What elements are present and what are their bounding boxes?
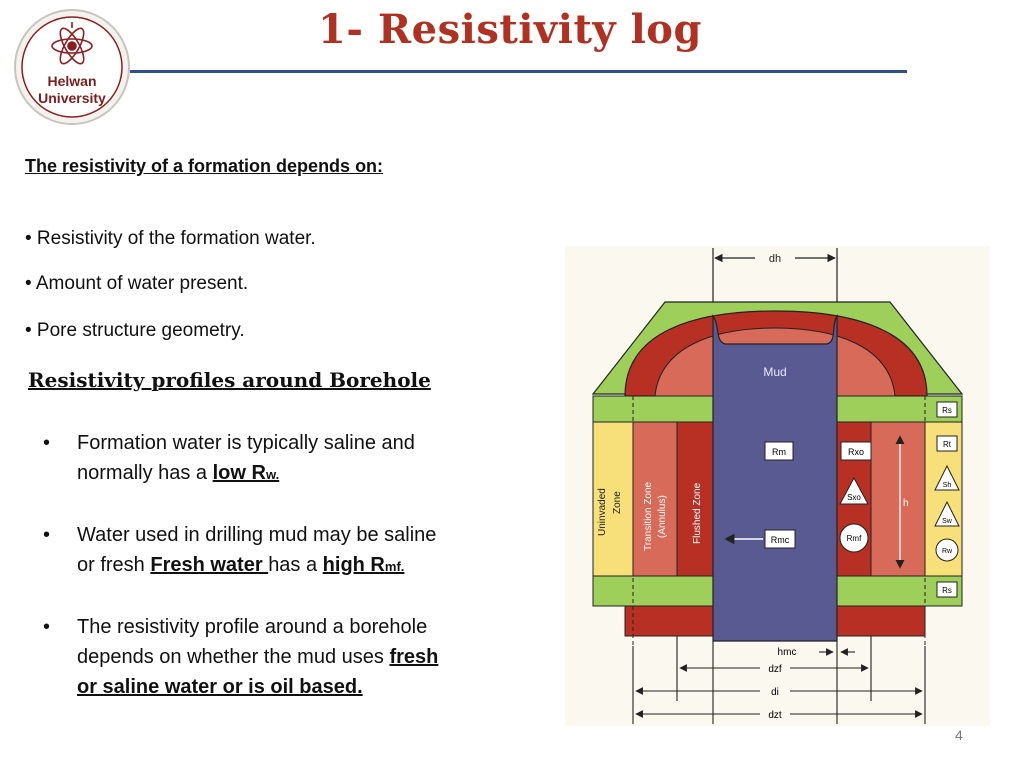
university-logo (13, 8, 131, 126)
section-heading: Resistivity profiles around Borehole (28, 368, 431, 392)
bullet-item: • Resistivity of the formation water. (25, 228, 316, 249)
item-text: Water used in drilling mud may be saline (77, 524, 437, 546)
di-label: di (771, 687, 779, 698)
rt-label: Rt (943, 440, 951, 449)
rs-bottom-label: Rs (942, 586, 952, 595)
hmc-label: hmc (777, 647, 797, 658)
emphasis-text: low Rw. (212, 462, 280, 484)
item-text: depends on whether the mud uses (77, 646, 390, 668)
item-text: has a (268, 554, 323, 576)
lead-heading: The resistivity of a formation depends on: (25, 156, 384, 176)
dh-label: dh (768, 253, 782, 265)
sh-label: Sh (942, 482, 952, 489)
logo-text-line1: Helwan (47, 73, 97, 89)
emphasis-text: Fresh water (150, 554, 269, 576)
logo-text-line2: University (38, 90, 106, 106)
transition-label-2: (Annulus) (657, 495, 668, 538)
dzt-label: dzt (768, 710, 782, 721)
emphasis-text: fresh (389, 646, 439, 668)
sxo-label: Sxo (847, 493, 861, 502)
borehole-diagram (565, 246, 990, 726)
item-text: The resistivity profile around a borehole (77, 616, 428, 638)
bullet-item: • Pore structure geometry. (25, 320, 245, 341)
item-text: normally has a (77, 462, 213, 484)
item-text: Formation water is typically saline and (77, 432, 415, 454)
page-number: 4 (955, 727, 963, 743)
emphasis-text: or saline water or is oil based. (77, 676, 363, 698)
item-text: or fresh (77, 554, 151, 576)
flushed-label: Flushed Zone (692, 482, 703, 544)
mud-label: Mud (763, 365, 787, 379)
rmf-label: Rmf (846, 534, 862, 543)
transition-label: Transition Zone (643, 481, 654, 551)
rs-top-label: Rs (942, 406, 952, 415)
bullet-glyph: • (43, 524, 51, 546)
h-label: h (903, 498, 909, 509)
bullet-glyph: • (43, 432, 51, 454)
transition-zone-left (633, 422, 677, 576)
emphasis-text: high Rmf. (322, 554, 405, 576)
transition-zone-right (871, 422, 925, 576)
rmc-label: Rmc (770, 535, 790, 545)
slide-title: 1- Resistivity log (318, 6, 702, 53)
rm-label: Rm (772, 447, 786, 457)
rxo-label: Rxo (847, 447, 865, 457)
bullet-glyph: • (43, 616, 51, 638)
uninvaded-label-2: Zone (612, 491, 623, 514)
title-underline-rule (130, 70, 907, 73)
uninvaded-label: Uninvaded (597, 488, 608, 536)
rw-label: Rw (941, 548, 953, 555)
bullet-item: • Amount of water present. (25, 273, 249, 294)
sw-label: Sw (942, 518, 952, 525)
dzf-label: dzf (768, 664, 782, 675)
